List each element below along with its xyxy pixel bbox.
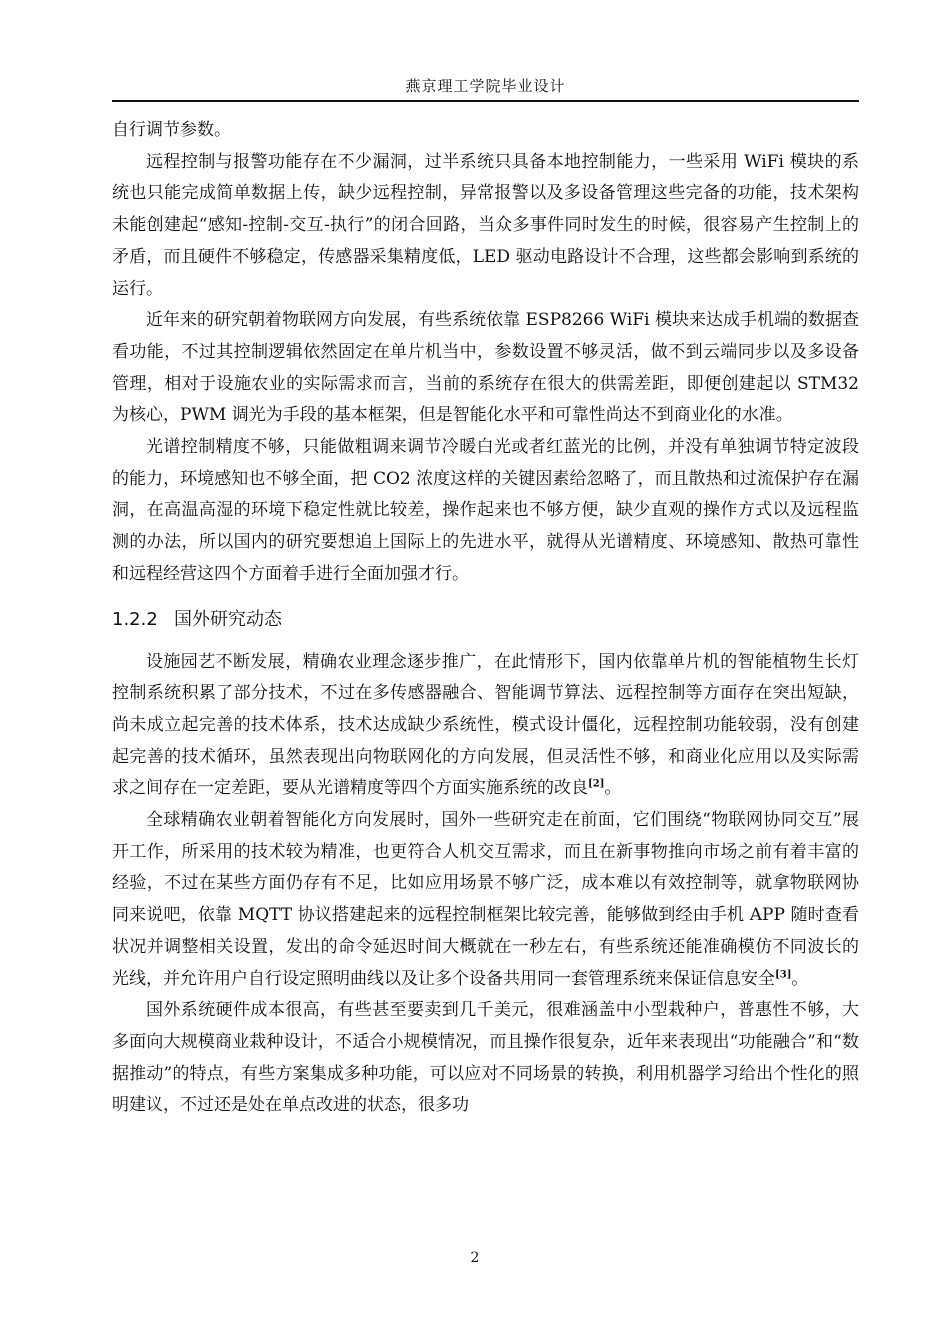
- paragraph-text: 全球精确农业朝着智能化方向发展时，国外一些研究走在前面，它们围绕“物联网协同交互”展开工作，所采用的技术较为精准，也更符合人机交互需求，而且在新事物推向市场之前有着丰富的经验，不过在某些方面仍存有不足，比如应用场景不够广泛，成本难以有效控制等，就拿物联网协同来说吧，依靠 MQTT 协议搭建起来的远程控制框架比较完善，能够做到经由手机 APP 随时查看状况并调整相关设置，发出的命令延迟时间大概就在一秒左右，有些系统还能准确模仿不同波长的光线，并允许用户自行设定照明曲线以及让多个设备共用同一套管理系统来保证信息安全: [112, 810, 859, 989]
- paragraph: [112, 995, 859, 1122]
- citation-ref[interactable]: [2]: [588, 778, 605, 790]
- page-number: 2: [470, 1250, 480, 1266]
- section-title: 国外研究动态: [174, 608, 282, 630]
- citation-ref[interactable]: [3]: [775, 968, 792, 980]
- paragraph: [112, 647, 859, 806]
- paragraph-tail: 。: [791, 968, 809, 989]
- paragraph: 自行调节参数。: [112, 120, 231, 140]
- paragraph: 近年来的研究朝着物联网方向发展，有些系统依靠 ESP8266 WiFi 模块来达成手机端的数据查看功能，不过其控制逻辑依然固定在单片机当中，参数设置不够灵活，做不到云端同步以及多设备管理，相对于设施农业的实际需求而言，当前的系统存在很大的供需差距，即便创建起以 STM32 为核心，PWM 调光为手段的基本框架，但是智能化水平和可靠性尚达不到商业化的水准。: [112, 310, 859, 426]
- header-divider: [112, 100, 859, 102]
- paragraph-text: 设施园艺不断发展，精确农业理念逐步推广，在此情形下，国内依靠单片机的智能植物生长灯控制系统积累了部分技术，不过在多传感器融合、智能调节算法、远程控制等方面存在突出短缺，尚未成立起完善的技术体系，技术达成缺少系统性，模式设计僵化，远程控制功能较弱，没有创建起完善的技术循环，虽然表现出向物联网化的方向发展，但灵活性不够，和商业化应用以及实际需求之间存在一定差距，要从光谱精度等四个方面实施系统的改良: [112, 651, 859, 799]
- paragraph-tail: 。: [604, 778, 622, 799]
- section-number: 1.2.2: [112, 608, 158, 630]
- page-header: 燕京理工学院毕业设计: [405, 77, 566, 95]
- paragraph: 远程控制与报警功能存在不少漏洞，过半系统只具备本地控制能力，一些采用 WiFi 模块的系统也只能完成简单数据上传，缺少远程控制，异常报警以及多设备管理这些完备的功能，技术架构未能创建起“感知-控制-交互-执行”的闭合回路，当众多事件同时发生的时候，很容易产生控制上的矛盾，而且硬件不够稳定，传感器采集精度低，LED 驱动电路设计不合理，这些都会影响到系统的运行。: [112, 151, 859, 299]
- section-heading: [112, 605, 859, 635]
- paragraph: 光谱控制精度不够，只能做粗调来调节冷暖白光或者红蓝光的比例，并没有单独调节特定波段的能力，环境感知也不够全面，把 CO2 浓度这样的关键因素给忽略了，而且散热和过流保护存在漏洞，在高温高湿的环境下稳定性就比较差，操作起来也不够方便，缺少直观的操作方式以及远程监测的办法，所以国内的研究要想追上国际上的先进水平，就得从光谱精度、环境感知、散热可靠性和远程经营这四个方面着手进行全面加强才行。: [112, 437, 859, 584]
- page-body: [112, 115, 859, 1122]
- paragraph: [112, 805, 859, 995]
- paragraph-text: 国外系统硬件成本很高，有些甚至要卖到几千美元，很难涵盖中小型栽种户，普惠性不够，大多面向大规模商业栽种设计，不适合小规模情况，而且操作很复杂，近年来表现出“功能融合”和“数据推动”的特点，有些方案集成多种功能，可以应对不同场景的转换，利用机器学习给出个性化的照明建议，不过还是处在单点改进的状态，很多功: [112, 1000, 859, 1116]
